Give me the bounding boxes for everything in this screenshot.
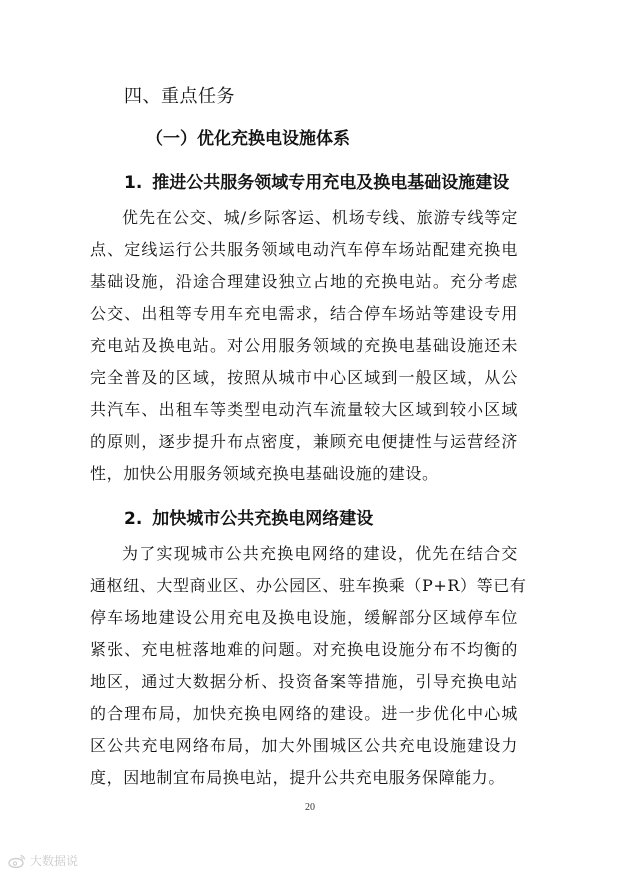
item-number-2: 2.: [124, 509, 143, 529]
paragraph-line: 共汽车、出租车等类型电动汽车流量较大区域到较小区域: [90, 400, 518, 419]
item-heading-2: [124, 508, 373, 530]
item-heading-1: [124, 172, 509, 194]
paragraph-line: 停车场地建设公用充电及换电设施，缓解部分区域停车位: [90, 608, 518, 627]
paragraph-line: 区公共充电网络布局，加大外围城区公共充电设施建设力: [90, 736, 518, 755]
paragraph-line: 点、定线运行公共服务领域电动汽车停车场站配建充换电: [90, 240, 518, 259]
paragraph-2: [90, 538, 527, 794]
paragraph-line: 优先在公交、城/乡际客运、机场专线、旅游专线等定: [122, 208, 518, 227]
paragraph-line: 为了实现城市公共充换电网络的建设，优先在结合交: [122, 544, 518, 563]
section-heading: 四、重点任务: [124, 86, 235, 107]
paragraph-line: 的原则，逐步提升布点密度，兼顾充电便捷性与运营经济: [90, 432, 518, 451]
item-number-1: 1.: [124, 173, 143, 193]
weibo-logo-icon: [8, 854, 26, 868]
item-title-2: 加快城市公共充换电网络建设: [152, 509, 374, 529]
paragraph-line: 地区，通过大数据分析、投资备案等措施，引导充换电站: [90, 672, 518, 691]
paragraph-line: 基础设施，沿途合理建设独立占地的充换电站。充分考虑: [90, 272, 518, 291]
paragraph-1: [90, 202, 518, 490]
paragraph-line: 充电站及换电站。对公用服务领域的充换电基础设施还未: [90, 336, 518, 355]
paragraph-line: 公交、出租等专用车充电需求，结合停车场站等建设专用: [90, 304, 518, 323]
sub-heading: （一）优化充换电设施体系: [146, 129, 350, 149]
paragraph-line: 的合理布局，加快充换电网络的建设。进一步优化中心城: [90, 704, 518, 723]
watermark-text: 大数据说: [30, 854, 79, 868]
item-title-1: 推进公共服务领域专用充电及换电基础设施建设: [152, 173, 510, 193]
paragraph-line: 度，因地制宜布局换电站，提升公共充电服务保障能力。: [90, 768, 506, 787]
watermark: [8, 852, 78, 869]
paragraph-line: 性，加快公用服务领域充换电基础设施的建设。: [90, 464, 439, 483]
page-number: 20: [305, 802, 315, 813]
paragraph-line: 紧张、充电桩落地难的问题。对充换电设施分布不均衡的: [90, 640, 518, 659]
paragraph-line: 通枢纽、大型商业区、办公园区、驻车换乘（P+R）等已有: [90, 576, 527, 595]
paragraph-line: 完全普及的区域，按照从城市中心区域到一般区域，从公: [90, 368, 518, 387]
